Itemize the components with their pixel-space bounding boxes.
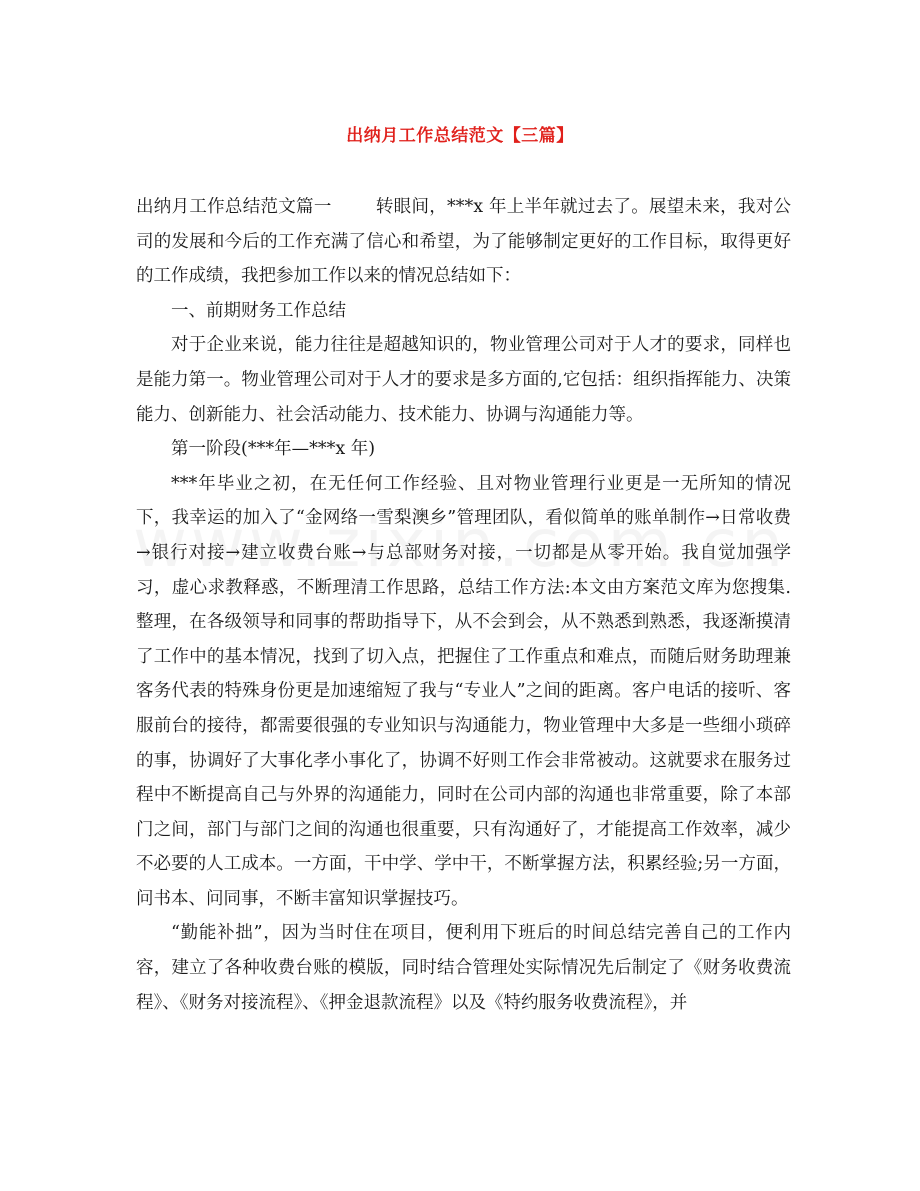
document-body (136, 190, 791, 1020)
paragraph: “勤能补拙”，因为当时住在项目，便利用下班后的时间总结完善自己的工作内容，建立了各种收费台账的模版，同时结合管理处实际情况先后制定了《财务收费流程》、《财务对接流程》、《押金退款流程》以及《特约服务收费流程》，并 (136, 923, 791, 1013)
document-title: 出纳月工作总结范文【三篇】 (346, 126, 574, 146)
paragraph-heading-1: 一、前期财务工作总结 (171, 300, 346, 321)
paragraph: 对于企业来说，能力往往是超越知识的，物业管理公司对于人才的要求，同样也是能力第一。物业管理公司对于人才的要求是多方面的,它包括：组织指挥能力、决策能力、创新能力、社会活动能力、技术能力、协调与沟通能力等。 (136, 335, 791, 425)
paragraph: ***年毕业之初，在无任何工作经验、且对物业管理行业更是一无所知的情况下，我幸运的加入了“金网络一雪梨澳乡”管理团队，看似简单的账单制作→日常收费→银行对接→建立收费台账→与总部财务对接，一切都是从零开始。我自觉加强学习，虚心求教释惑，不断理清工作思路，总结工作方法:本文由方案范文库为您搜集.整理，在各级领导和同事的帮助指导下，从不会到会，从不熟悉到熟悉，我逐渐摸清了工作中的基本情况，找到了切入点，把握住了工作重点和难点，而随后财务助理兼客务代表的特殊身份更是加速缩短了我与“专业人”之间的距离。客户电话的接听、客服前台的接待，都需要很强的专业知识与沟通能力，物业管理中大多是一些细小琐碎的事，协调好了大事化孝小事化了，协调不好则工作会非常被动。这就要求在服务过程中不断提高自己与外界的沟通能力，同时在公司内部的沟通也非常重要，除了本部门之间，部门与部门之间的沟通也很重要，只有沟通好了，才能提高工作效率，减少不必要的人工成本。一方面，干中学、学中干，不断掌握方法，积累经验;另一方面，问书本、问同事，不断丰富知识掌握技巧。 (136, 473, 791, 909)
intro-text: 转眼间，***x 年上半年就过去了。展望未来，我对公司的发展和今后的工作充满了信心和希望，为了能够制定更好的工作目标，取得更好的工作成绩，我把参加工作以来的情况总结如下： (136, 197, 791, 287)
paragraph-intro (136, 190, 791, 294)
section-label: 出纳月工作总结范文篇一 (136, 197, 332, 217)
paragraph-stage-heading: 第一阶段(***年—***x 年) (171, 439, 376, 460)
